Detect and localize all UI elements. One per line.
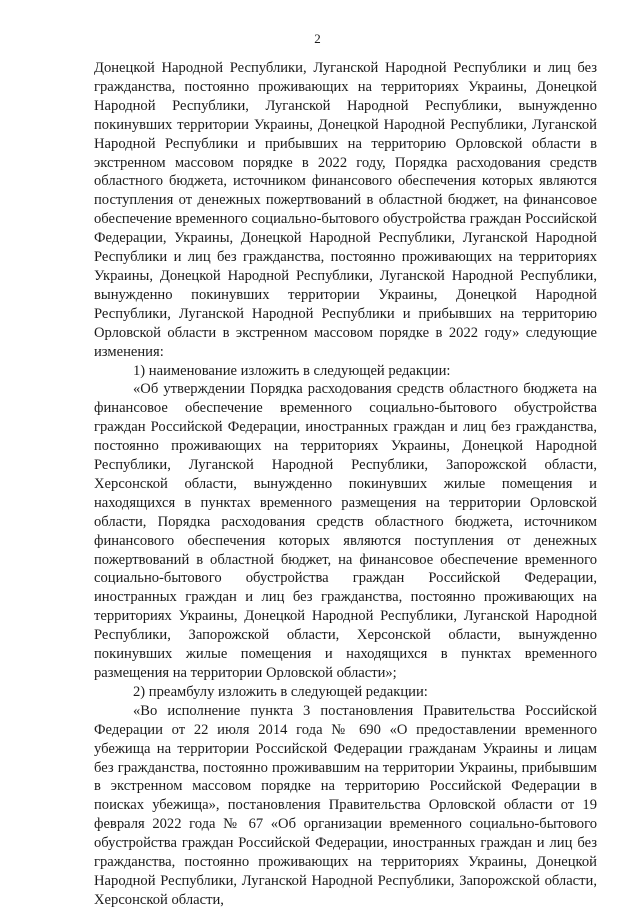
paragraph-item-2: 2) преамбулу изложить в следующей редакции: — [133, 683, 428, 700]
page-number: 2 — [314, 31, 321, 46]
paragraph-new-preamble: «Во исполнение пункта 3 постановления Правительства Российской Федерации от 22 июля 2014 года № 690 «О предоставлении временного убежища на территории Российской Федерации гражданам Украины и лицам без гражданства, постоянно проживавшим на территории Украины, прибывшим в экстренном массовом порядке на территорию Российской Федерации в поисках убежища», постановления Правительства Орловской области от 19 февраля 2022 года № 67 «Об организации временного социально-бытового обустройства граждан Российской Федерации, иностранных граждан и лиц без гражданства, постоянно проживающих на территориях Украины, Донецкой Народной Республики, Луганской Народной Республики, Запорожской области, Херсонской области, — [94, 702, 597, 908]
paragraph-item-1: 1) наименование изложить в следующей редакции: — [133, 362, 451, 379]
document-body — [94, 59, 597, 910]
paragraph-new-title: «Об утверждении Порядка расходования средств областного бюджета на финансовое обеспечение временного социально-бытового обустройства граждан Российской Федерации, иностранных граждан и лиц без гражданства, постоянно проживающих на территориях Украины, Донецкой Народной Республики, Луганской Народной Республики, Запорожской области, Херсонской области, вынужденно покинувших жилые помещения и находящихся в пунктах временного размещения на территории Орловской области, Порядка расходования средств областного бюджета, источником финансового обеспечения которых являются поступления от денежных пожертвований в областной бюджет, на финансовое обеспечение временного социально-бытового обустройства граждан Российской Федерации, иностранных граждан и лиц без гражданства, постоянно проживающих на территориях Украины, Донецкой Народной Республики, Луганской Народной Республики, Запорожской области, Херсонской области, вынужденно покинувших жилые помещения и находящихся в пунктах временного размещения на территории Орловской области»; — [94, 381, 597, 681]
paragraph-continuation: Донецкой Народной Республики, Луганской Народной Республики и лиц без гражданства, постоянно проживающих на территориях Украины, Донецкой Народной Республики, Луганской Народной Республики, вынужденно покинувших территории Украины, Донецкой Народной Республики, Луганской Народной Республики и прибывших на территорию Орловской области в экстренном массовом порядке в 2022 году, Порядка расходования средств областного бюджета, источником финансового обеспечения которых являются поступления от денежных пожертвований в областной бюджет, на финансовое обеспечение временного социально-бытового обустройства граждан Российской Федерации, Украины, Донецкой Народной Республики, Луганской Народной Республики и лиц без гражданства, постоянно проживающих на территориях Украины, Донецкой Народной Республики, Луганской Народной Республики, вынужденно покинувших территории Украины, Донецкой Народной Республики, Луганской Народной Республики и прибывших на территорию Орловской области в экстренном массовом порядке в 2022 году» следующие изменения: — [94, 60, 597, 360]
